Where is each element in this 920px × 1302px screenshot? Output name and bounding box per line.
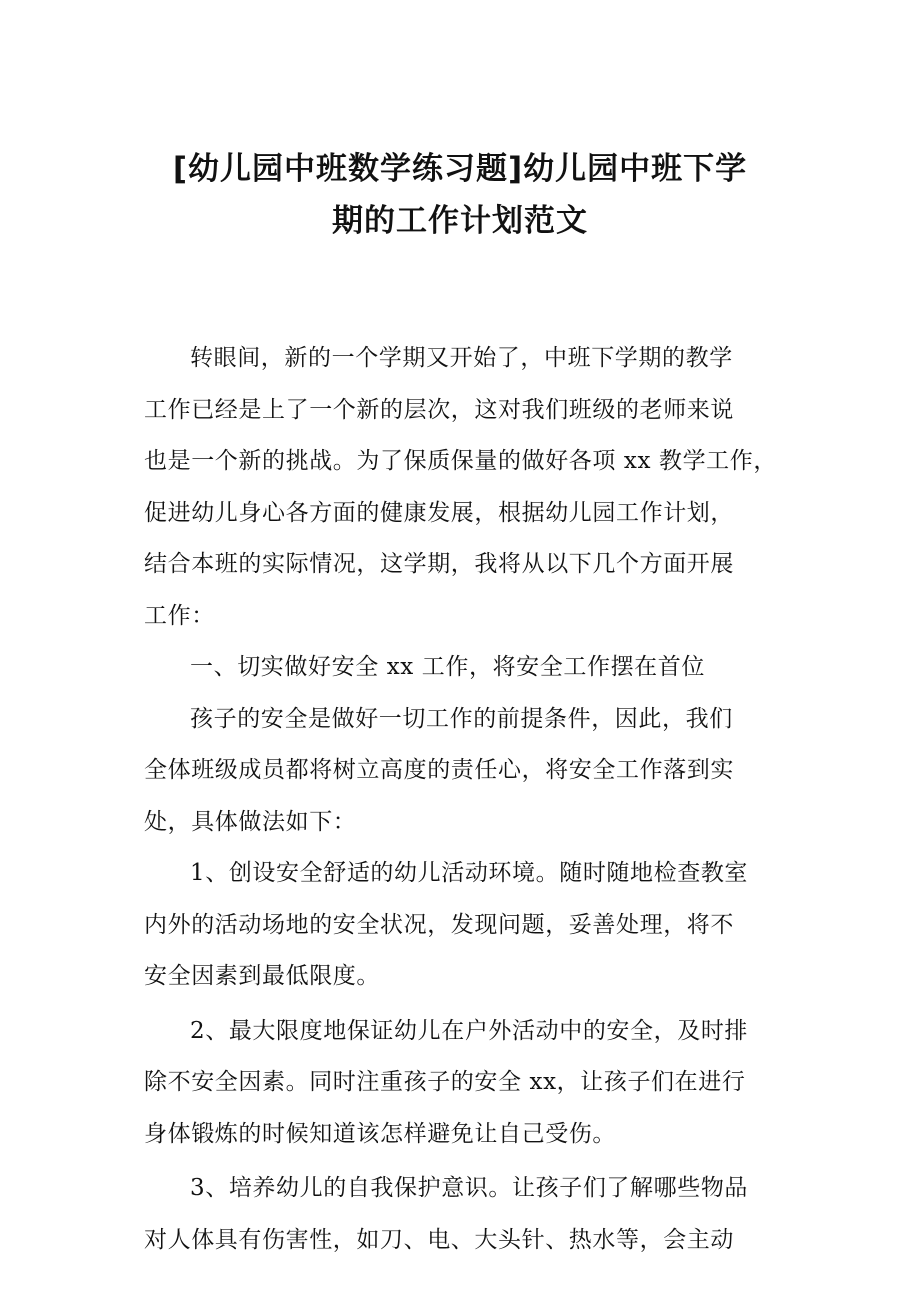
list-item-line: 安全因素到最低限度。 (144, 963, 380, 989)
list-item-line: 对人体具有伤害性，如刀、电、大头针、热水等，会主动 (144, 1226, 734, 1253)
section-heading: 一、切实做好安全 xx 工作，将安全工作摆在首位 (190, 654, 705, 680)
list-item-line: 内外的活动场地的安全状况，发现问题，妥善处理，将不 (144, 911, 734, 938)
paragraph-line: 工作已经是上了一个新的层次，这对我们班级的老师来说 (144, 396, 734, 423)
paragraph-line: 结合本班的实际情况，这学期，我将从以下几个方面开展 (144, 551, 734, 577)
title-line-1: [幼儿园中班数学练习题]幼儿园中班下学 (172, 151, 748, 187)
list-item-line: 身体锻炼的时候知道该怎样避免让自己受伤。 (144, 1120, 616, 1147)
paragraph-line: 全体班级成员都将树立高度的责任心，将安全工作落到实 (144, 757, 734, 783)
document-title (80, 143, 840, 247)
list-item-line: 2、最大限度地保证幼儿在户外活动中的安全，及时排 (190, 1017, 749, 1044)
paragraph-line: 处，具体做法如下： (144, 808, 357, 835)
paragraph-line: 孩子的安全是做好一切工作的前提条件，因此，我们 (190, 705, 733, 732)
list-item-line: 除不安全因素。同时注重孩子的安全 xx，让孩子们在进行 (144, 1069, 746, 1095)
list-item-line: 1、创设安全舒适的幼儿活动环境。随时随地检查教室 (190, 860, 749, 886)
paragraph-line: 转眼间，新的一个学期又开始了，中班下学期的教学 (190, 345, 733, 371)
document-body (144, 333, 804, 1266)
list-item-line: 3、培养幼儿的自我保护意识。让孩子们了解哪些物品 (190, 1175, 749, 1201)
paragraph-line: 也是一个新的挑战。为了保质保量的做好各项 xx 教学工作， (144, 448, 777, 474)
paragraph-line: 工作： (144, 602, 215, 629)
paragraph-line: 促进幼儿身心各方面的健康发展，根据幼儿园工作计划， (144, 499, 734, 526)
title-line-2: 期的工作计划范文 (332, 203, 588, 239)
